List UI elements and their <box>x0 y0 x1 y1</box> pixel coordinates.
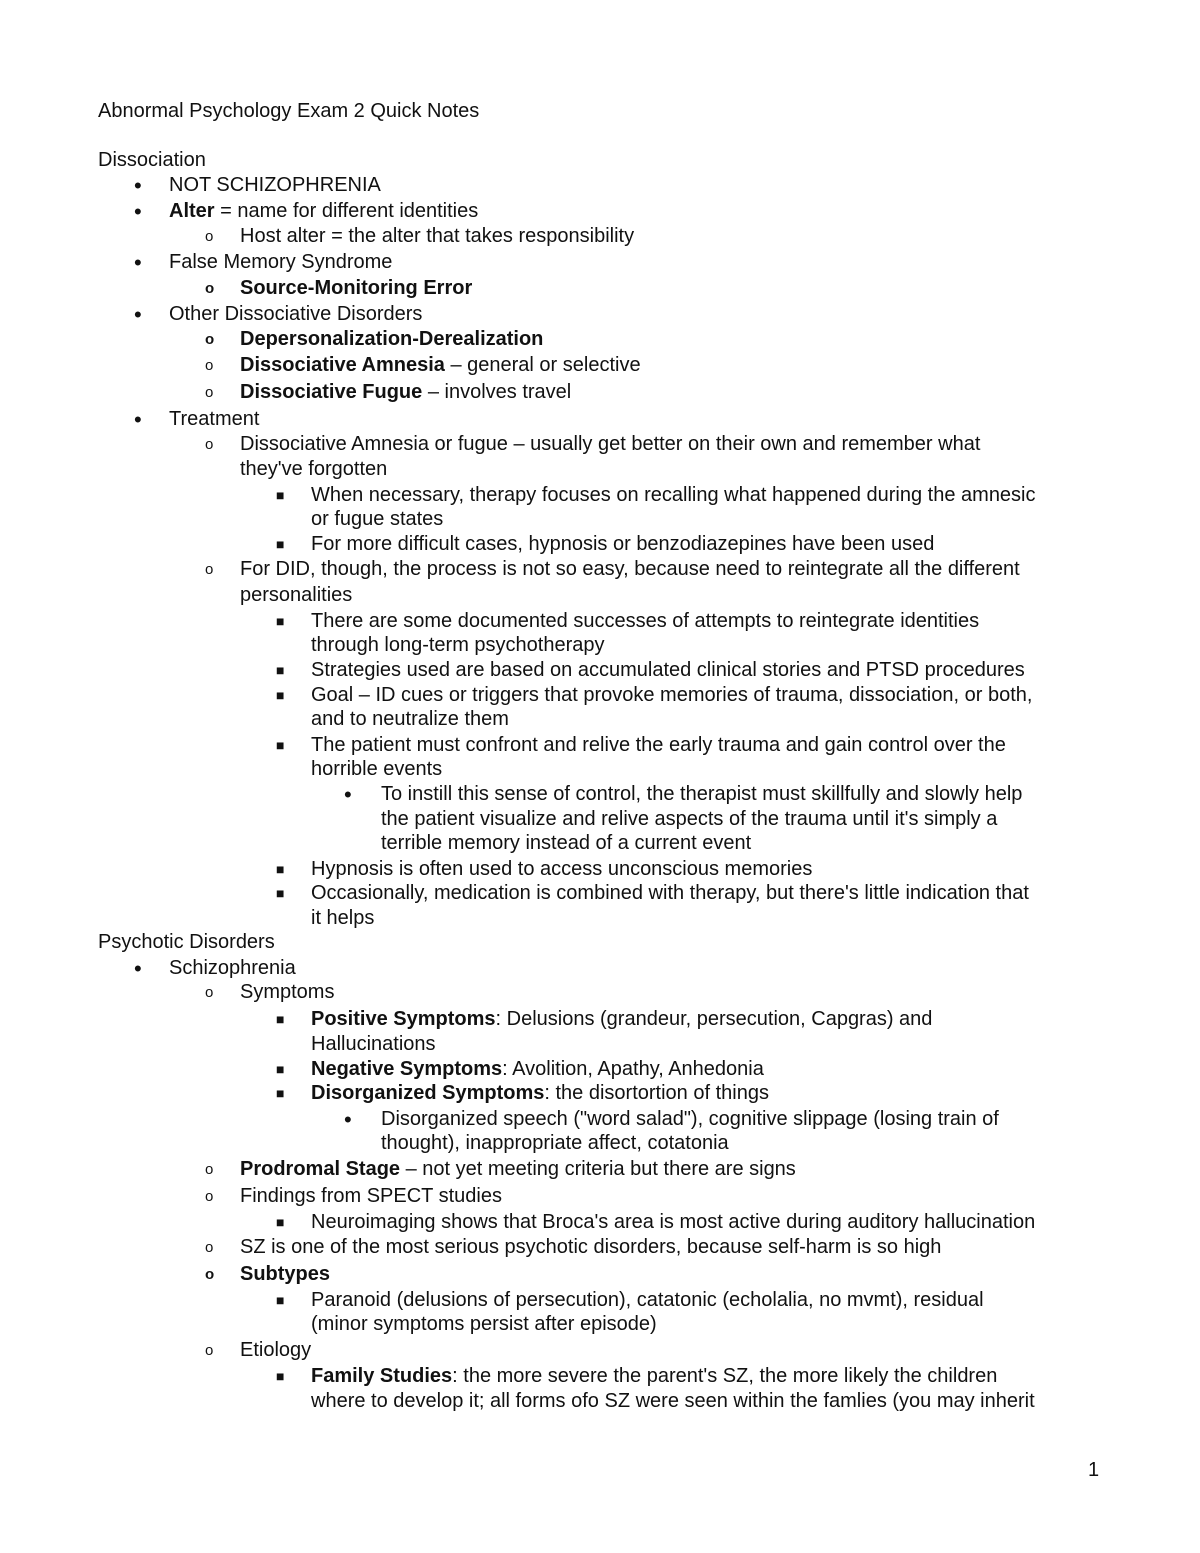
list-item: Paranoid (delusions of persecution), catatonic (echolalia, no mvmt), residual <box>311 1289 984 1311</box>
circle-bullet-icon: o <box>205 436 214 453</box>
list-item-continuation: terrible memory instead of a current event <box>381 832 752 854</box>
list-item: Dissociative Amnesia – general or selective <box>240 354 641 376</box>
square-bullet-icon: ■ <box>276 1368 285 1384</box>
list-item-continuation: they've forgotten <box>240 458 388 480</box>
list-item: Symptoms <box>240 981 335 1003</box>
bullet-icon: • <box>134 407 142 432</box>
page-number: 1 <box>1088 1459 1100 1481</box>
list-item: Source-Monitoring Error <box>240 277 473 299</box>
circle-bullet-icon: o <box>205 1266 215 1283</box>
circle-bullet-icon: o <box>205 1239 214 1256</box>
list-item-continuation: it helps <box>311 907 375 929</box>
square-bullet-icon: ■ <box>276 1061 285 1077</box>
list-item: Neuroimaging shows that Broca's area is most active during auditory hallucination <box>311 1211 1036 1233</box>
square-bullet-icon: ■ <box>276 613 285 629</box>
square-bullet-icon: ■ <box>276 885 285 901</box>
circle-bullet-icon: o <box>205 1342 214 1359</box>
circle-bullet-icon: o <box>205 228 214 245</box>
list-item: Disorganized Symptoms: the disortortion of things <box>311 1082 769 1104</box>
list-item: Dissociative Fugue – involves travel <box>240 381 572 403</box>
square-bullet-icon: ■ <box>276 687 285 703</box>
list-item: Etiology <box>240 1339 312 1361</box>
list-item: Dissociative Amnesia or fugue – usually get better on their own and remember what <box>240 433 981 455</box>
list-item: Findings from SPECT studies <box>240 1185 502 1207</box>
circle-bullet-icon: o <box>205 357 214 374</box>
circle-bullet-icon: o <box>205 280 215 297</box>
circle-bullet-icon: o <box>205 984 214 1001</box>
square-bullet-icon: ■ <box>276 487 285 503</box>
list-item: SZ is one of the most serious psychotic disorders, because self-harm is so high <box>240 1236 942 1258</box>
list-item: Occasionally, medication is combined with therapy, but there's little indication that <box>311 882 1029 904</box>
list-item-continuation: through long-term psychotherapy <box>311 634 605 656</box>
list-item: Disorganized speech ("word salad"), cognitive slippage (losing train of <box>381 1108 999 1130</box>
square-bullet-icon: ■ <box>276 1085 285 1101</box>
bullet-icon: • <box>344 782 352 807</box>
bullet-icon: • <box>134 173 142 198</box>
circle-bullet-icon: o <box>205 561 214 578</box>
list-item-continuation: (minor symptoms persist after episode) <box>311 1313 657 1335</box>
list-item: Subtypes <box>240 1263 331 1285</box>
list-item: To instill this sense of control, the therapist must skillfully and slowly help <box>381 783 1023 805</box>
list-item: Prodromal Stage – not yet meeting criteria but there are signs <box>240 1158 796 1180</box>
list-item-continuation: the patient visualize and relive aspects of the trauma until it's simply a <box>381 808 998 830</box>
bullet-icon: • <box>344 1107 352 1132</box>
list-item-continuation: or fugue states <box>311 508 444 530</box>
list-item: NOT SCHIZOPHRENIA <box>169 174 381 196</box>
circle-bullet-icon: o <box>205 331 215 348</box>
list-item-continuation: personalities <box>240 584 353 606</box>
circle-bullet-icon: o <box>205 1161 214 1178</box>
list-item: For more difficult cases, hypnosis or benzodiazepines have been used <box>311 533 935 555</box>
list-item: Treatment <box>169 408 260 430</box>
square-bullet-icon: ■ <box>276 1214 285 1230</box>
list-item: Hypnosis is often used to access unconscious memories <box>311 858 813 880</box>
list-item: The patient must confront and relive the early trauma and gain control over the <box>311 734 1006 756</box>
list-item: Family Studies: the more severe the parent's SZ, the more likely the children <box>311 1365 998 1387</box>
list-item: When necessary, therapy focuses on recalling what happened during the amnesic <box>311 484 1036 506</box>
list-item: Alter = name for different identities <box>169 200 479 222</box>
list-item: Positive Symptoms: Delusions (grandeur, persecution, Capgras) and <box>311 1008 933 1030</box>
square-bullet-icon: ■ <box>276 662 285 678</box>
list-item: Other Dissociative Disorders <box>169 303 423 325</box>
list-item-continuation: thought), inappropriate affect, cotatonia <box>381 1132 729 1154</box>
list-item: Depersonalization-Derealization <box>240 328 544 350</box>
circle-bullet-icon: o <box>205 384 214 401</box>
document-title: Abnormal Psychology Exam 2 Quick Notes <box>98 100 480 122</box>
square-bullet-icon: ■ <box>276 1011 285 1027</box>
list-item-continuation: Hallucinations <box>311 1033 436 1055</box>
list-item-continuation: and to neutralize them <box>311 708 509 730</box>
list-item-continuation: horrible events <box>311 758 443 780</box>
bullet-icon: • <box>134 302 142 327</box>
list-item: Goal – ID cues or triggers that provoke memories of trauma, dissociation, or both, <box>311 684 1033 706</box>
bullet-icon: • <box>134 956 142 981</box>
list-item: Negative Symptoms: Avolition, Apathy, Anhedonia <box>311 1058 764 1080</box>
section-heading-psychotic-disorders: Psychotic Disorders <box>98 931 275 953</box>
square-bullet-icon: ■ <box>276 1292 285 1308</box>
bullet-icon: • <box>134 199 142 224</box>
list-item: Host alter = the alter that takes responsibility <box>240 225 635 247</box>
square-bullet-icon: ■ <box>276 737 285 753</box>
square-bullet-icon: ■ <box>276 861 285 877</box>
list-item: False Memory Syndrome <box>169 251 393 273</box>
list-item: Schizophrenia <box>169 957 296 979</box>
list-item: There are some documented successes of attempts to reintegrate identities <box>311 610 980 632</box>
list-item: Strategies used are based on accumulated clinical stories and PTSD procedures <box>311 659 1025 681</box>
section-heading-dissociation: Dissociation <box>98 149 206 171</box>
square-bullet-icon: ■ <box>276 536 285 552</box>
circle-bullet-icon: o <box>205 1188 214 1205</box>
list-item: For DID, though, the process is not so easy, because need to reintegrate all the different <box>240 558 1020 580</box>
list-item-continuation: where to develop it; all forms ofo SZ were seen within the famlies (you may inherit <box>311 1390 1035 1412</box>
bullet-icon: • <box>134 250 142 275</box>
